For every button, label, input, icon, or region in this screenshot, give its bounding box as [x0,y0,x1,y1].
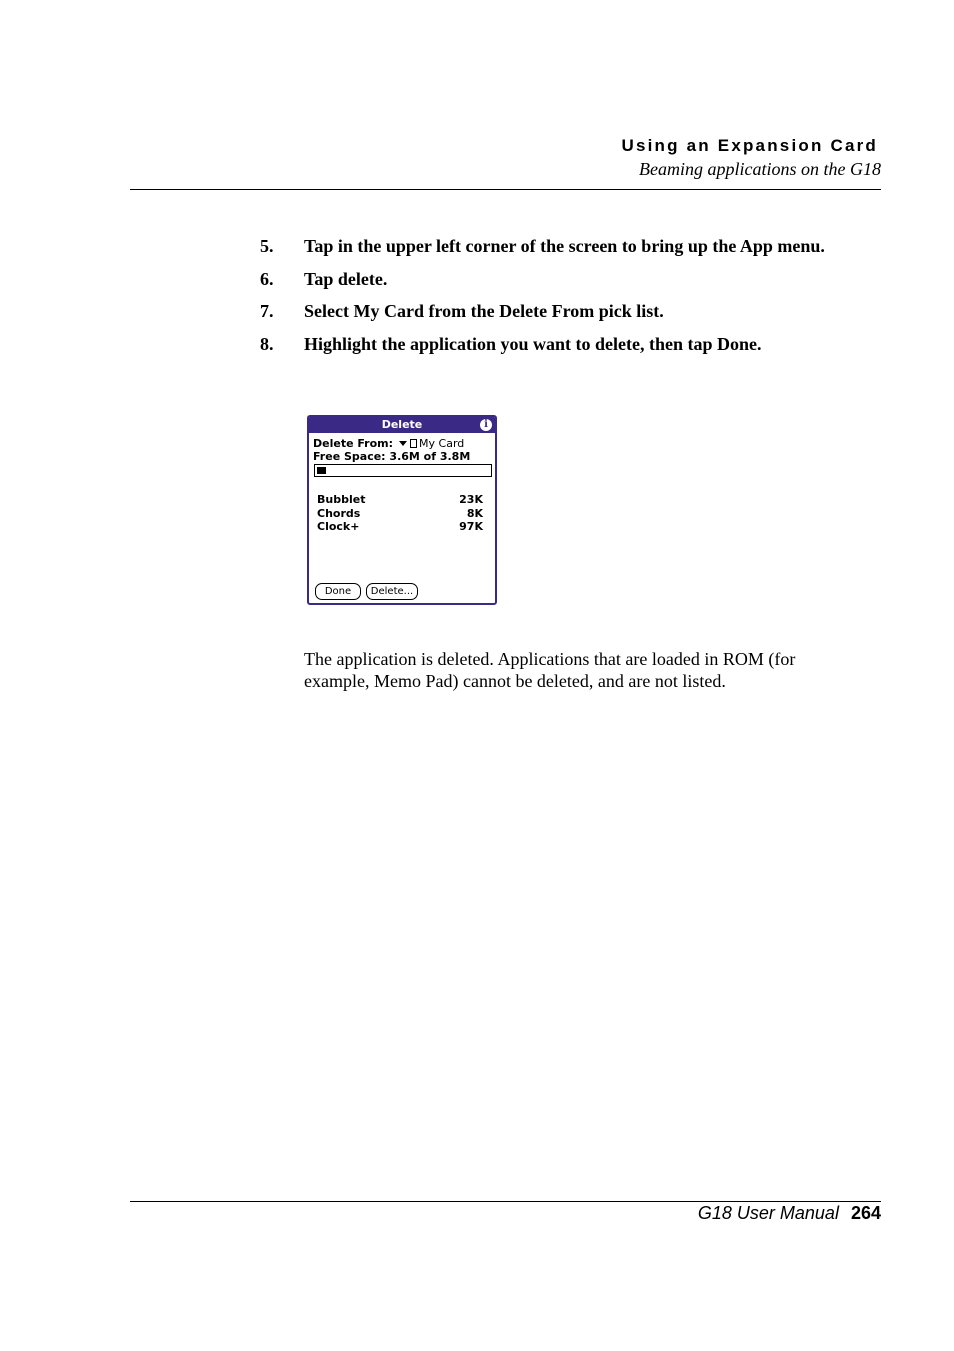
header-rule [130,189,881,190]
step-text: Tap delete. [304,268,388,289]
app-size: 8K [466,506,483,520]
result-paragraph [304,648,864,692]
step-text: Highlight the application you want to delete, then tap Done. [304,333,762,354]
space-usage-bar [314,464,492,477]
step-number: 5. [260,236,274,256]
app-list [317,493,483,534]
list-item[interactable] [317,507,483,521]
list-item[interactable] [317,493,483,507]
section-subtitle: Beaming applications on the G18 [639,159,881,179]
step-number: 6. [260,268,274,289]
screen-title: Delete [381,418,423,431]
dropdown-arrow-icon[interactable] [399,441,407,446]
paragraph-line: example, Memo Pad) cannot be deleted, and are not listed. [304,671,726,691]
section-title: Using an Expansion Card [621,136,878,155]
step-number: 8. [260,333,274,354]
app-name: Bubblet [317,493,366,506]
page-number: 264 [850,1203,881,1223]
app-name: Clock+ [317,520,360,533]
app-size: 97K [459,520,483,533]
card-icon [410,439,417,448]
step-text: Select My Card from the Delete From pick list. [304,301,664,321]
app-name: Chords [317,506,361,520]
page-footer [698,1203,881,1224]
footer-rule [130,1201,881,1202]
delete-from-picker[interactable] [313,437,464,450]
done-button[interactable]: Done [315,583,361,600]
step-number: 7. [260,301,274,321]
delete-button[interactable]: Delete... [366,583,418,600]
space-usage-fill [317,467,326,474]
delete-from-value[interactable]: My Card [419,437,465,450]
info-icon[interactable]: i [480,419,492,431]
manual-name: G18 User Manual [697,1203,839,1223]
screen-title-bar [309,417,495,433]
delete-screen-figure [307,415,497,605]
paragraph-line: The application is deleted. Applications that are loaded in ROM (for [304,649,796,669]
step-text: Tap in the upper left corner of the screen to bring up the App menu. [304,236,825,256]
list-item[interactable] [317,520,483,534]
free-space-text: Free Space: 3.6M of 3.8M [313,450,471,463]
delete-from-label: Delete From: [313,437,394,450]
app-size: 23K [459,493,483,506]
